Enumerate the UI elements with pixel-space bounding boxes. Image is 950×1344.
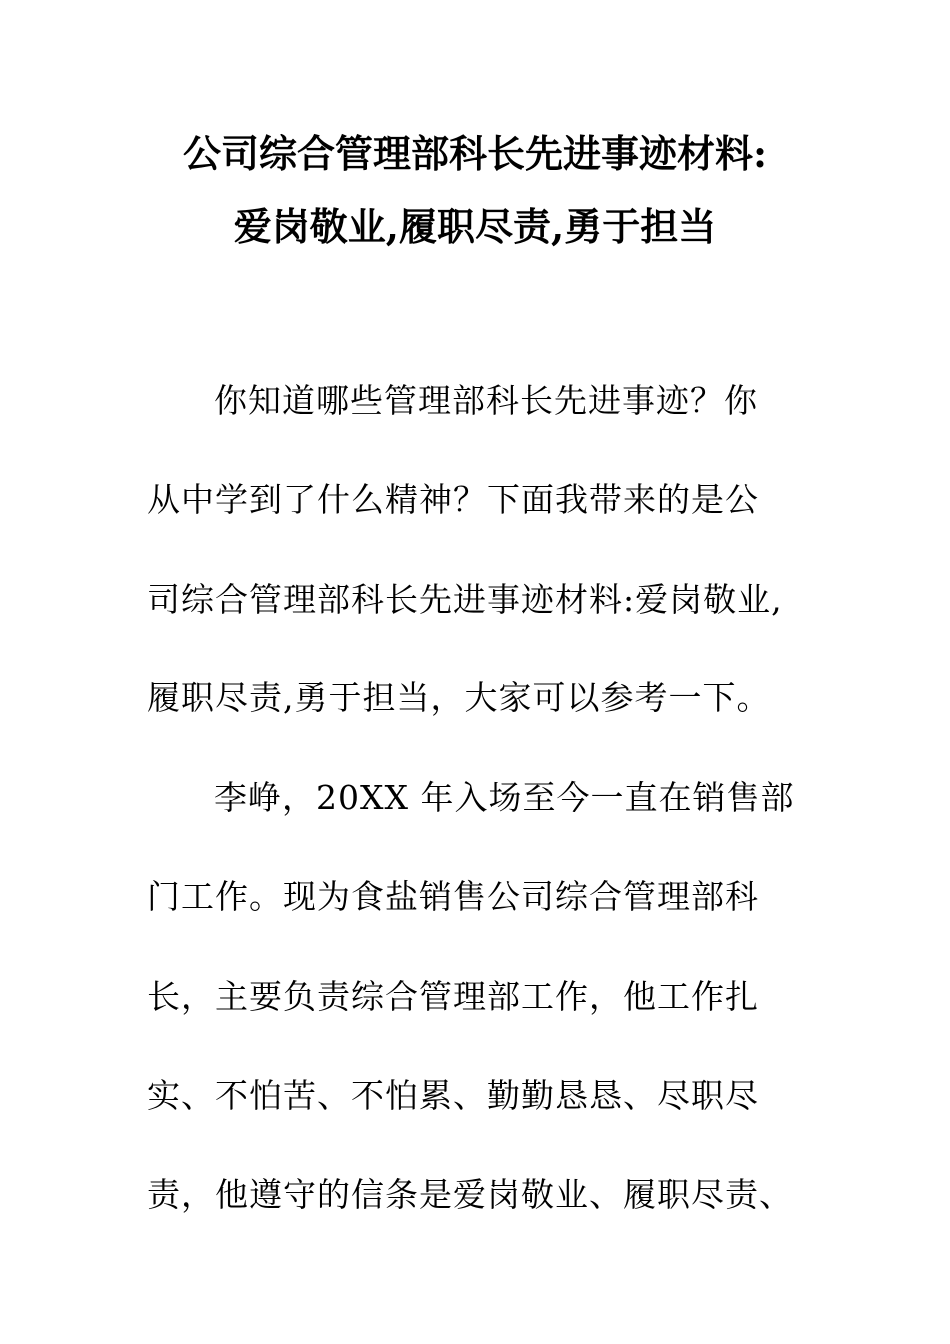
body-text-line: 实、不怕苦、不怕累、勤勤恳恳、尽职尽 xyxy=(147,1076,759,1115)
body-text-line: 你知道哪些管理部科长先进事迹？你 xyxy=(214,381,758,420)
body-text-line: 长，主要负责综合管理部工作，他工作扎 xyxy=(147,977,759,1016)
body-text-line: 履职尽责,勇于担当，大家可以参考一下。 xyxy=(147,678,771,717)
body-text-line: 司综合管理部科长先进事迹材料:爱岗敬业, xyxy=(147,580,783,619)
body-text-line: 从中学到了什么精神？下面我带来的是公 xyxy=(147,480,759,519)
body-text-line: 李峥，20XX 年入场至今一直在销售部 xyxy=(214,778,795,817)
document-title-line-2: 爱岗敬业,履职尽责,勇于担当 xyxy=(233,204,717,249)
document-title-line-1: 公司综合管理部科长先进事迹材料: xyxy=(182,131,768,176)
body-text-line: 责，他遵守的信条是爱岗敬业、履职尽责、 xyxy=(147,1175,793,1214)
body-text-line: 门工作。现为食盐销售公司综合管理部科 xyxy=(147,877,759,916)
